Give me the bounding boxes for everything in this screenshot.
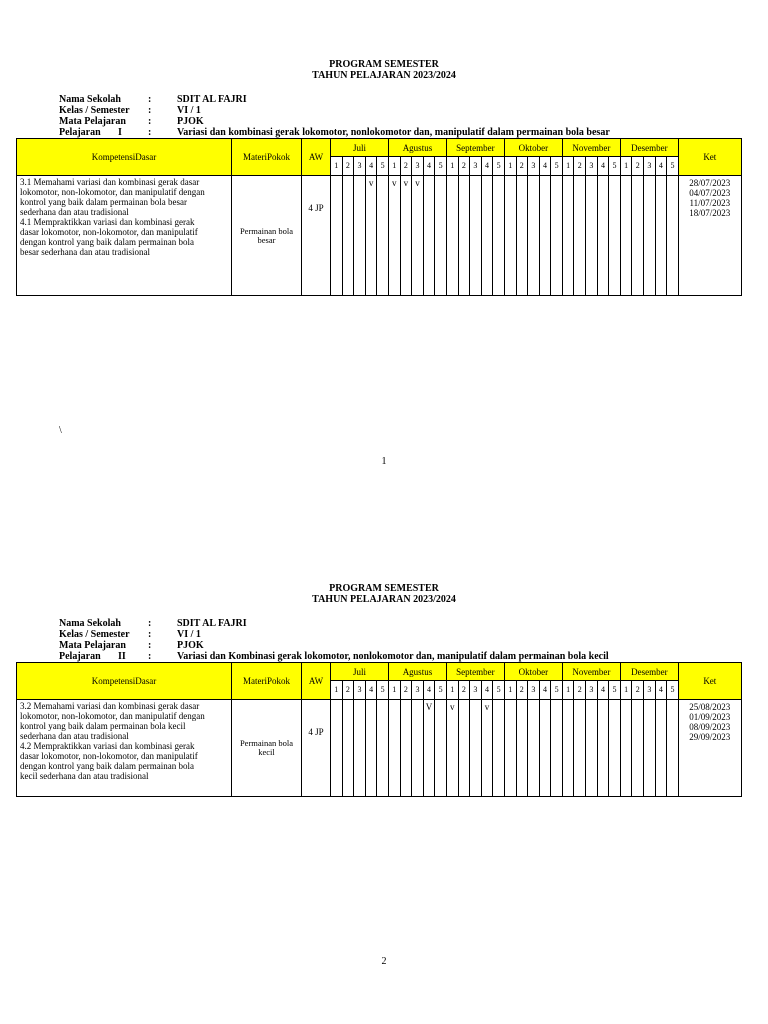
info-colon: : (148, 94, 152, 105)
header-week: 1 (331, 681, 343, 700)
week-cell (423, 176, 435, 296)
week-cell (574, 176, 586, 296)
schedule-table (16, 138, 742, 296)
week-cell (481, 176, 493, 296)
header-week: 3 (644, 681, 656, 700)
week-cell (539, 176, 551, 296)
week-cell (528, 700, 540, 797)
week-cell (539, 700, 551, 797)
aw-cell: 4 JP (302, 700, 331, 797)
week-cell (435, 700, 447, 797)
week-cell (667, 176, 679, 296)
header-week: 4 (539, 681, 551, 700)
week-cell (516, 176, 528, 296)
header-month: Desember (620, 139, 678, 157)
kompetensi-dasar-line: lokomotor, non-lokomotor, dan manipulatif dengan (20, 187, 205, 197)
header-week: 1 (388, 681, 400, 700)
week-cell (620, 700, 632, 797)
header-week: 5 (435, 157, 447, 176)
week-cell (644, 700, 656, 797)
week-check-mark: v (481, 700, 493, 797)
materi-pokok-cell: Permainan bola besar (232, 176, 302, 296)
week-cell (504, 176, 516, 296)
kompetensi-dasar-line: kontrol yang baik dalam permainan bola kecil (20, 721, 186, 731)
header-week: 4 (539, 157, 551, 176)
document-subtitle: TAHUN PELAJARAN 2023/2024 (312, 594, 456, 605)
ket-date: 04/07/2023 (689, 188, 731, 198)
week-cell (354, 700, 366, 797)
week-cell (354, 176, 366, 296)
header-week: 3 (586, 681, 598, 700)
header-week: 2 (458, 157, 470, 176)
week-cell (331, 176, 343, 296)
info-label: Pelajaran (59, 127, 101, 138)
info-label: Kelas / Semester (59, 105, 130, 116)
week-cell (377, 700, 389, 797)
aw-cell: 4 JP (302, 176, 331, 296)
header-week: 3 (586, 157, 598, 176)
header-week: 4 (481, 681, 493, 700)
header-week: 3 (412, 157, 424, 176)
header-week: 3 (412, 681, 424, 700)
info-value: VI / 1 (177, 629, 201, 640)
materi-pokok-cell: Permainan bola kecil (232, 700, 302, 797)
week-cell (632, 700, 644, 797)
header-week: 5 (493, 157, 505, 176)
header-week: 2 (342, 681, 354, 700)
week-cell (400, 700, 412, 797)
header-week: 1 (620, 157, 632, 176)
week-cell (586, 176, 598, 296)
header-month: November (562, 663, 620, 681)
info-colon: : (148, 127, 152, 138)
header-week: 4 (655, 157, 667, 176)
table-row (17, 176, 742, 296)
week-cell (470, 176, 482, 296)
header-week: 5 (377, 157, 389, 176)
ket-cell (678, 176, 741, 296)
ket-date: 18/07/2023 (689, 208, 731, 218)
info-value: VI / 1 (177, 105, 201, 116)
header-week: 4 (423, 681, 435, 700)
header-week: 1 (331, 157, 343, 176)
week-cell (528, 176, 540, 296)
kompetensi-dasar-line: 4.1 Mempraktikkan variasi dan kombinasi gerak (20, 217, 195, 227)
kompetensi-dasar-line: dengan kontrol yang baik dalam permainan bola (20, 761, 194, 771)
header-week: 1 (562, 681, 574, 700)
page-number: 2 (381, 956, 387, 967)
stray-mark: \ (59, 425, 62, 436)
header-ket: Ket (678, 663, 741, 700)
header-aw: AW (302, 139, 331, 176)
week-cell (562, 176, 574, 296)
info-colon: : (148, 618, 152, 629)
ket-date: 25/08/2023 (689, 702, 731, 712)
header-month: Juli (331, 663, 389, 681)
info-colon: : (148, 116, 152, 127)
header-week: 5 (551, 157, 563, 176)
header-week: 1 (388, 157, 400, 176)
info-label: Mata Pelajaran (59, 116, 126, 127)
week-cell (655, 176, 667, 296)
info-colon: : (148, 629, 152, 640)
info-value: PJOK (177, 640, 204, 651)
kompetensi-dasar-line: besar sederhana dan atau tradisional (20, 247, 150, 257)
kompetensi-dasar-line: dengan kontrol yang baik dalam permainan bola (20, 237, 194, 247)
week-cell (377, 176, 389, 296)
header-week: 4 (481, 157, 493, 176)
info-label: Pelajaran (59, 651, 101, 662)
week-cell (620, 176, 632, 296)
ket-date: 29/09/2023 (689, 732, 731, 742)
header-month: Agustus (388, 663, 446, 681)
header-week: 5 (493, 681, 505, 700)
week-cell (388, 700, 400, 797)
week-check-mark: v (446, 700, 458, 797)
header-week: 5 (667, 157, 679, 176)
header-week: 2 (632, 157, 644, 176)
header-month: Oktober (504, 663, 562, 681)
table-row (17, 700, 742, 797)
kompetensi-dasar-line: sederhana dan atau tradisional (20, 207, 129, 217)
kompetensi-dasar-line: dasar lokomotor, non-lokomotor, dan manipulatif (20, 751, 198, 761)
ket-date: 01/09/2023 (689, 712, 731, 722)
week-cell (562, 700, 574, 797)
header-ket: Ket (678, 139, 741, 176)
week-cell (493, 700, 505, 797)
week-cell (446, 176, 458, 296)
header-week: 3 (528, 681, 540, 700)
header-week: 2 (516, 681, 528, 700)
header-week: 4 (423, 157, 435, 176)
week-check-mark: v (365, 176, 377, 296)
week-cell (551, 176, 563, 296)
week-cell (574, 700, 586, 797)
info-value: SDIT AL FAJRI (177, 94, 247, 105)
header-week: 3 (528, 157, 540, 176)
header-week: 1 (504, 681, 516, 700)
header-week: 5 (609, 681, 621, 700)
header-week: 5 (667, 681, 679, 700)
header-week: 1 (446, 157, 458, 176)
header-week: 4 (655, 681, 667, 700)
header-week: 3 (644, 157, 656, 176)
info-lesson-number: I (118, 127, 122, 138)
header-week: 3 (354, 157, 366, 176)
info-label: Mata Pelajaran (59, 640, 126, 651)
header-week: 5 (377, 681, 389, 700)
kompetensi-dasar-line: 4.2 Mempraktikkan variasi dan kombinasi gerak (20, 741, 195, 751)
week-cell (667, 700, 679, 797)
header-month: September (446, 139, 504, 157)
header-kompetensi-dasar: KompetensiDasar (17, 139, 232, 176)
header-week: 2 (458, 681, 470, 700)
header-month: November (562, 139, 620, 157)
week-cell (412, 700, 424, 797)
week-cell (586, 700, 598, 797)
header-kompetensi-dasar: KompetensiDasar (17, 663, 232, 700)
info-colon: : (148, 651, 152, 662)
schedule-table (16, 662, 742, 797)
header-week: 4 (597, 157, 609, 176)
info-value: Variasi dan Kombinasi gerak lokomotor, nonlokomotor dan, manipulatif dalam permainan bola kecil (177, 651, 609, 662)
header-week: 2 (574, 681, 586, 700)
header-week: 4 (597, 681, 609, 700)
week-cell (609, 176, 621, 296)
header-week: 2 (574, 157, 586, 176)
week-cell (458, 176, 470, 296)
header-week: 2 (342, 157, 354, 176)
week-cell (342, 700, 354, 797)
week-cell (609, 700, 621, 797)
header-week: 3 (470, 157, 482, 176)
header-week: 5 (551, 681, 563, 700)
kompetensi-dasar-line: kontrol yang baik dalam permainan bola besar (20, 197, 187, 207)
header-week: 4 (365, 681, 377, 700)
header-materi-pokok: MateriPokok (232, 663, 302, 700)
week-cell (342, 176, 354, 296)
kompetensi-dasar-line: kecil sederhana dan atau tradisional (20, 771, 149, 781)
header-materi-pokok: MateriPokok (232, 139, 302, 176)
header-month: September (446, 663, 504, 681)
kompetensi-dasar-cell (17, 700, 232, 797)
header-month: Oktober (504, 139, 562, 157)
header-week: 2 (632, 681, 644, 700)
week-cell (632, 176, 644, 296)
week-cell (597, 176, 609, 296)
week-cell (597, 700, 609, 797)
page-number: 1 (381, 456, 387, 467)
week-cell (504, 700, 516, 797)
week-check-mark: v (388, 176, 400, 296)
info-label: Nama Sekolah (59, 618, 121, 629)
info-value: Variasi dan kombinasi gerak lokomotor, nonlokomotor dan, manipulatif dalam permainan bola besar (177, 127, 610, 138)
header-week: 5 (435, 681, 447, 700)
document-title: PROGRAM SEMESTER (329, 583, 439, 594)
document-title: PROGRAM SEMESTER (329, 59, 439, 70)
header-week: 1 (562, 157, 574, 176)
header-month: Agustus (388, 139, 446, 157)
ket-date: 08/09/2023 (689, 722, 731, 732)
info-value: SDIT AL FAJRI (177, 618, 247, 629)
kompetensi-dasar-line: dasar lokomotor, non-lokomotor, dan manipulatif (20, 227, 198, 237)
week-cell (551, 700, 563, 797)
week-cell (435, 176, 447, 296)
week-cell (470, 700, 482, 797)
header-aw: AW (302, 663, 331, 700)
header-month: Desember (620, 663, 678, 681)
week-check-mark: v (400, 176, 412, 296)
week-cell (644, 176, 656, 296)
header-week: 1 (446, 681, 458, 700)
header-week: 2 (400, 157, 412, 176)
kompetensi-dasar-cell (17, 176, 232, 296)
info-label: Nama Sekolah (59, 94, 121, 105)
week-cell (493, 176, 505, 296)
info-value: PJOK (177, 116, 204, 127)
week-check-mark: V (423, 700, 435, 797)
kompetensi-dasar-line: lokomotor, non-lokomotor, dan manipulatif dengan (20, 711, 205, 721)
ket-date: 11/07/2023 (689, 198, 731, 208)
week-cell (458, 700, 470, 797)
week-cell (331, 700, 343, 797)
ket-cell (678, 700, 741, 797)
header-week: 3 (470, 681, 482, 700)
header-week: 1 (504, 157, 516, 176)
document-subtitle: TAHUN PELAJARAN 2023/2024 (312, 70, 456, 81)
info-lesson-number: II (118, 651, 126, 662)
header-week: 4 (365, 157, 377, 176)
header-week: 1 (620, 681, 632, 700)
header-month: Juli (331, 139, 389, 157)
kompetensi-dasar-line: sederhana dan atau tradisional (20, 731, 129, 741)
week-check-mark: v (412, 176, 424, 296)
header-week: 5 (609, 157, 621, 176)
header-week: 3 (354, 681, 366, 700)
week-cell (655, 700, 667, 797)
kompetensi-dasar-line: 3.2 Memahami variasi dan kombinasi gerak dasar (20, 701, 200, 711)
week-cell (516, 700, 528, 797)
info-colon: : (148, 640, 152, 651)
info-label: Kelas / Semester (59, 629, 130, 640)
ket-date: 28/07/2023 (689, 178, 731, 188)
week-cell (365, 700, 377, 797)
kompetensi-dasar-line: 3.1 Memahami variasi dan kombinasi gerak dasar (20, 177, 200, 187)
header-week: 2 (400, 681, 412, 700)
header-week: 2 (516, 157, 528, 176)
info-colon: : (148, 105, 152, 116)
